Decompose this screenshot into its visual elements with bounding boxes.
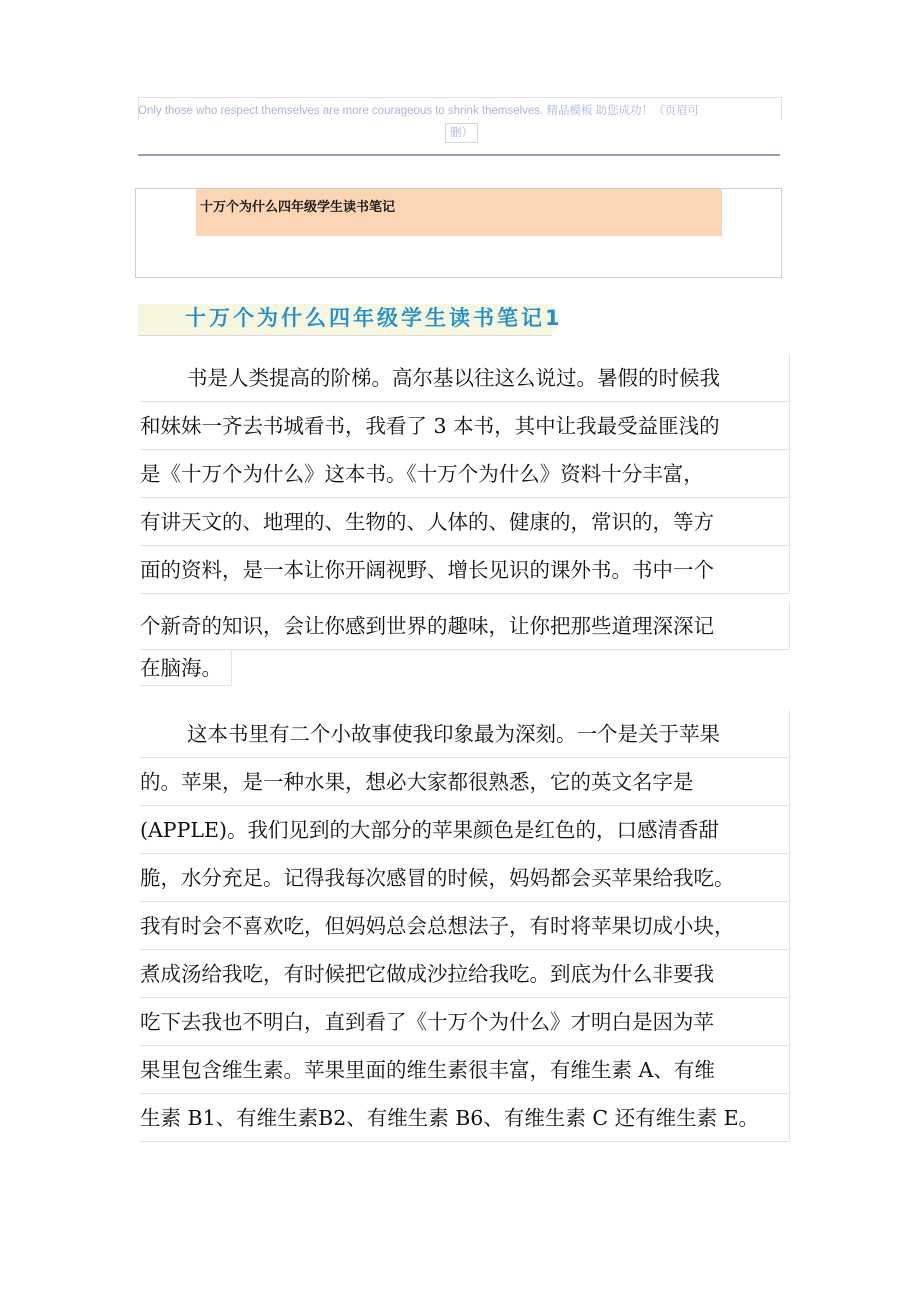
paragraph-1 (140, 354, 790, 686)
paragraph-line: 我有时会不喜欢吃，但妈妈总会总想法子，有时将苹果切成小块， (140, 902, 790, 950)
document-title: 十万个为什么四年级学生读书笔记 (200, 200, 396, 215)
paragraph-line: 的。苹果，是一种水果，想必大家都很熟悉，它的英文名字是 (140, 758, 790, 806)
paragraph-2 (140, 710, 790, 1142)
paragraph-line: 和妹妹一齐去书城看书，我看了 3 本书，其中让我最受益匪浅的 (140, 402, 790, 450)
paragraph-line: 有讲天文的、地理的、生物的、人体的、健康的，常识的，等方 (140, 498, 790, 546)
paragraph-line: 书是人类提高的阶梯。高尔基以往这么说过。暑假的时候我 (140, 354, 790, 402)
section-heading: 十万个为什么四年级学生读书笔记1 (185, 306, 563, 330)
paragraph-line: 果里包含维生素。苹果里面的维生素很丰富，有维生素 A、有维 (140, 1046, 790, 1094)
header-note-continuation: 删） (445, 123, 478, 143)
header-divider (138, 154, 780, 156)
paragraph-line: 生素 B1、有维生素B2、有维生素 B6、有维生素 C 还有维生素 E。 (140, 1094, 790, 1142)
paragraph-line: (APPLE)。我们见到的大部分的苹果颜色是红色的，口感清香甜 (140, 806, 790, 854)
paragraph-line: 在脑海。 (140, 650, 232, 686)
paragraph-line: 煮成汤给我吃，有时候把它做成沙拉给我吃。到底为什么非要我 (140, 950, 790, 998)
paragraph-line: 吃下去我也不明白，直到看了《十万个为什么》才明白是因为苹 (140, 998, 790, 1046)
paragraph-line: 脆，水分充足。记得我每次感冒的时候，妈妈都会买苹果给我吃。 (140, 854, 790, 902)
paragraph-line: 是《十万个为什么》这本书。《十万个为什么》资料十分丰富， (140, 450, 790, 498)
paragraph-line: 面的资料，是一本让你开阔视野、增长见识的课外书。书中一个 (140, 546, 790, 594)
paragraph-line: 个新奇的知识，会让你感到世界的趣味，让你把那些道理深深记 (140, 602, 790, 650)
header-note: Only those who respect themselves are more courageous to shrink themselves. 精品模板 助您成功！（页眉可 (138, 105, 700, 117)
paragraph-line: 这本书里有二个小故事使我印象最为深刻。一个是关于苹果 (140, 710, 790, 758)
